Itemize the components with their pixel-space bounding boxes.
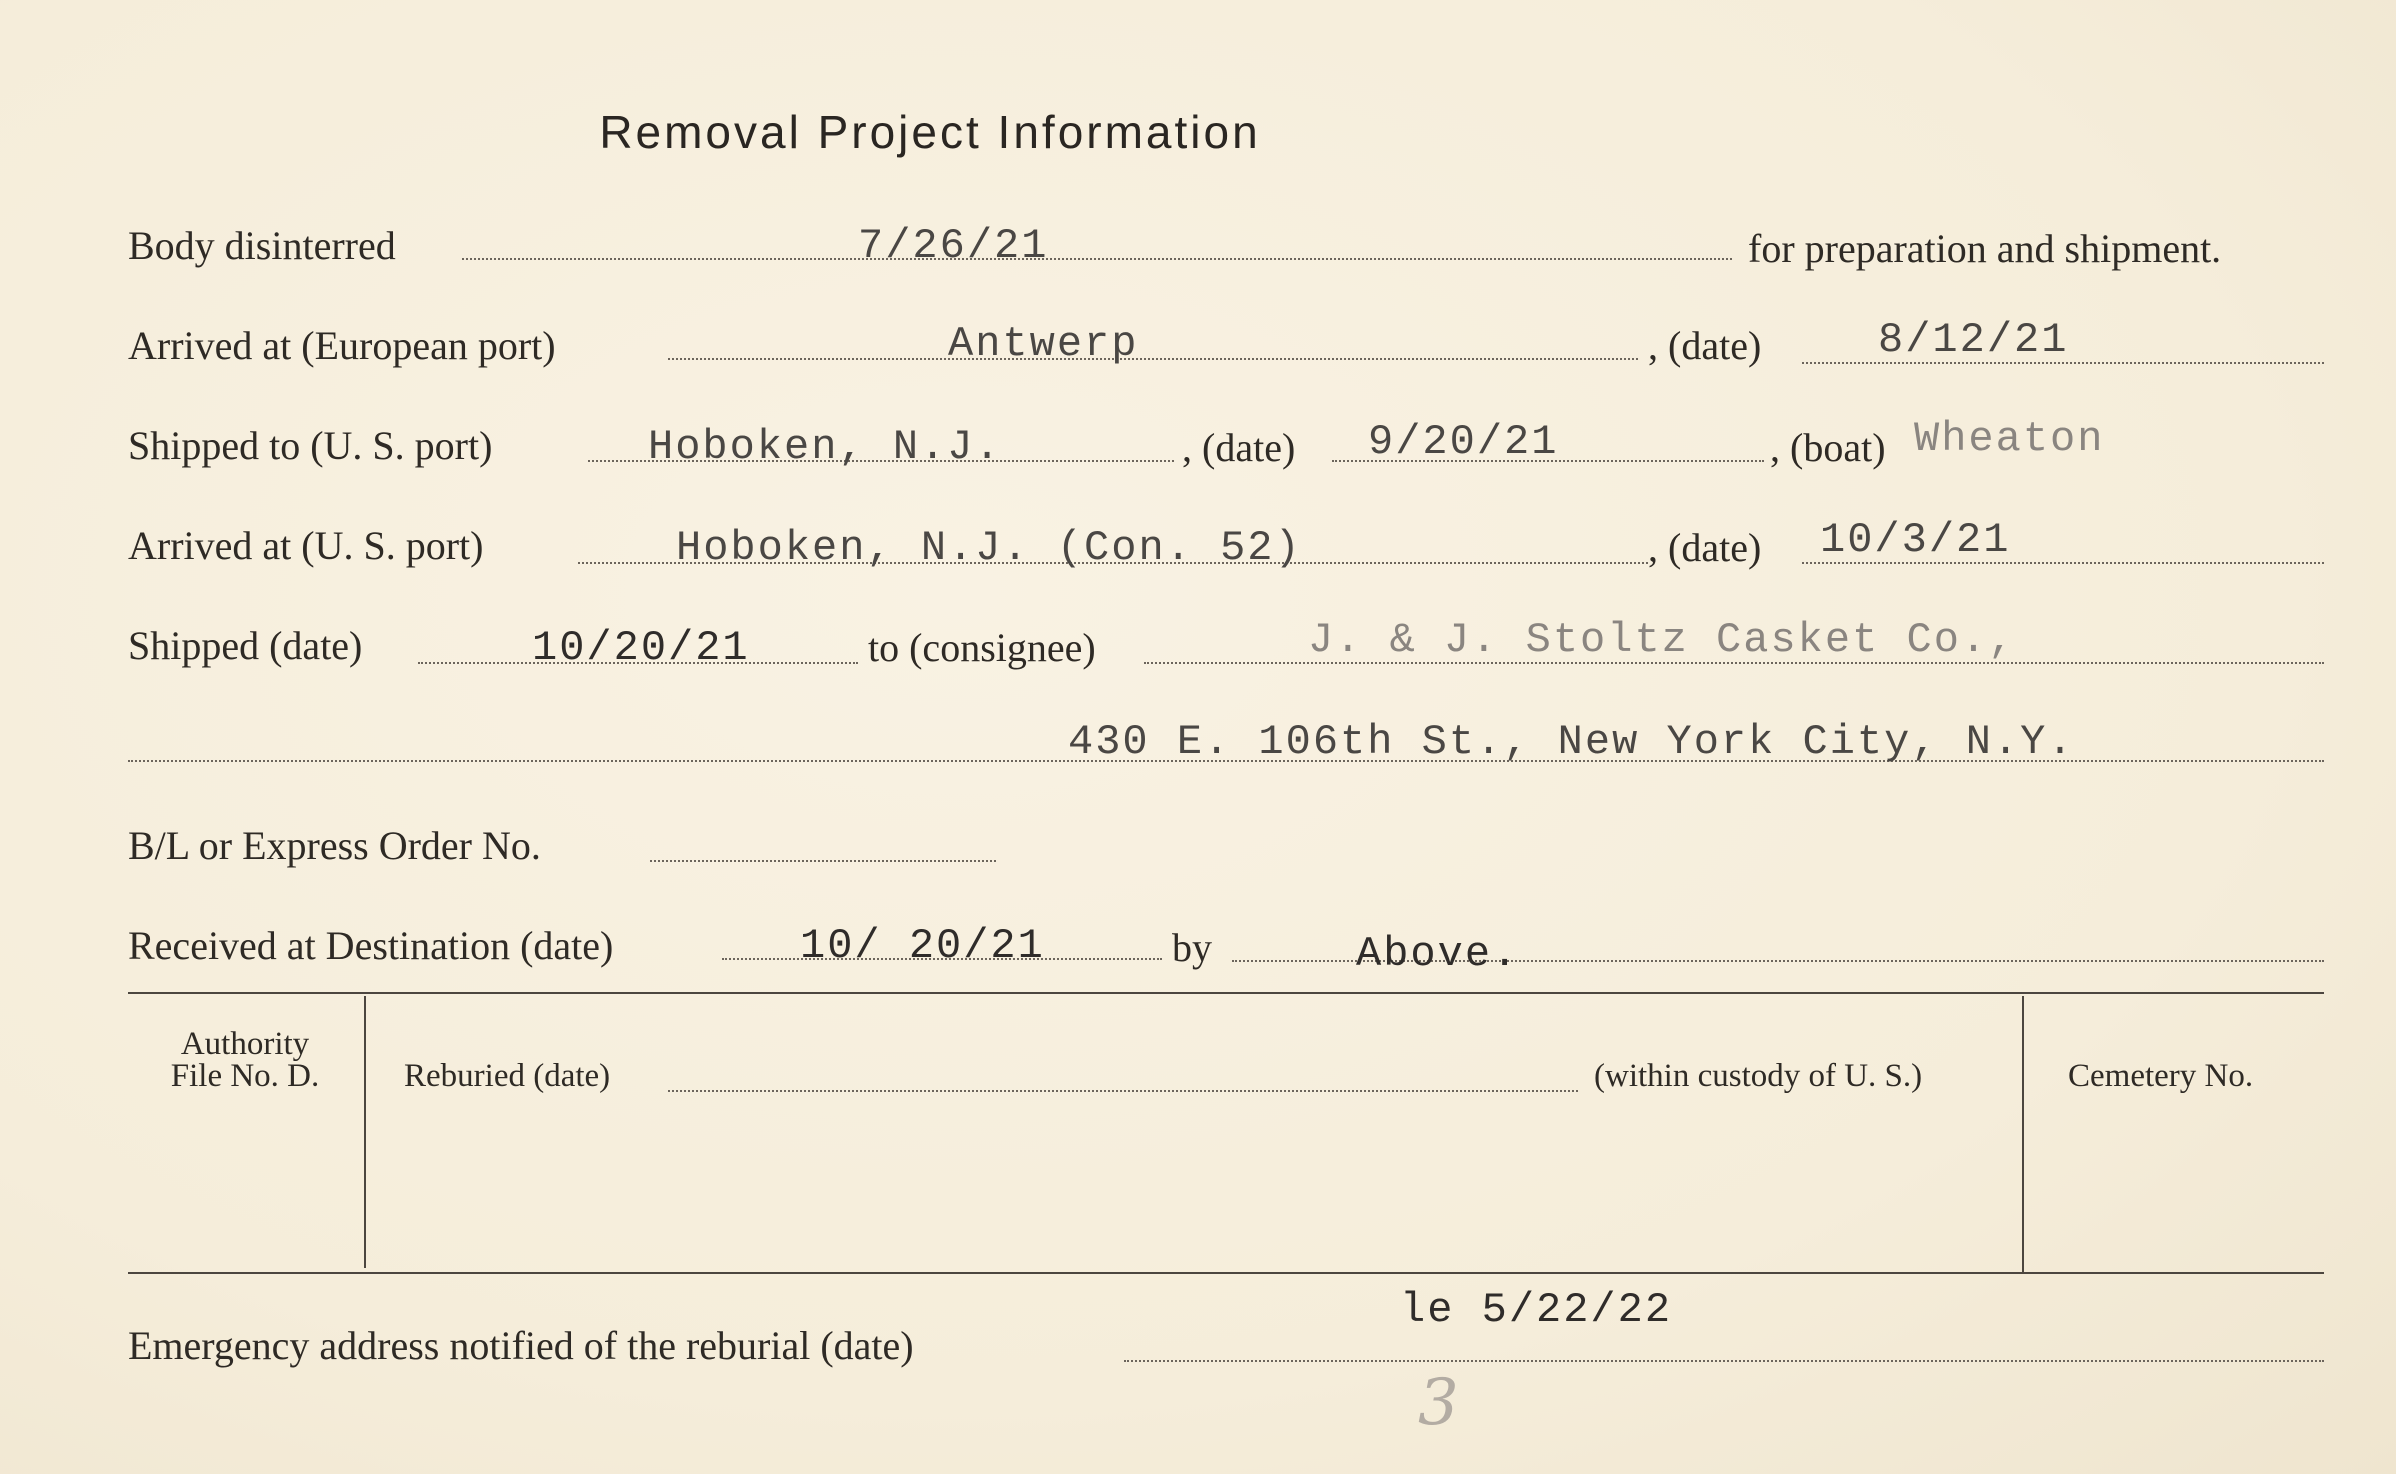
table-divider-right (2022, 996, 2024, 1272)
custody-label: (within custody of U. S.) (1594, 1058, 1923, 1094)
table-bottom-rule (128, 1272, 2324, 1274)
arrived-european-label: Arrived at (European port) (128, 323, 556, 368)
file-no-label: File No. D. (170, 1058, 320, 1094)
body-disinterred-line (462, 258, 1732, 260)
arrived-european-value: Antwerp (948, 320, 1139, 368)
cemetery-no-label: Cemetery No. (2068, 1058, 2254, 1094)
shipped-to-us-boat-value: Wheaton (1914, 415, 2105, 463)
shipped-to-us-value: Hoboken, N.J. (648, 423, 1002, 471)
shipped-date-label: Shipped (date) (128, 623, 363, 668)
body-disinterred-label: Body disinterred (128, 223, 396, 268)
reburied-date-label: Reburied (date) (404, 1058, 611, 1094)
consignee-label: to (consignee) (868, 625, 1096, 670)
body-disinterred-value: 7/26/21 (858, 222, 1049, 270)
arrived-us-value: Hoboken, N.J. (Con. 52) (676, 524, 1302, 572)
arrived-us-label: Arrived at (U. S. port) (128, 523, 484, 568)
arrived-european-date-label: , (date) (1648, 323, 1762, 368)
received-date-value: 10/ 20/21 (800, 922, 1045, 970)
emergency-value: le 5/22/22 (1400, 1286, 1673, 1334)
reburied-date-line (668, 1090, 1578, 1092)
shipped-date-value: 10/20/21 (532, 624, 750, 672)
received-by-value: Above. (1356, 930, 1520, 978)
consignee-address: 430 E. 106th St., New York City, N.Y. (1068, 718, 2075, 766)
arrived-us-date-value: 10/3/21 (1820, 516, 2011, 564)
card-title: Removal Project Information (599, 106, 1261, 158)
authority-label: Authority (180, 1026, 310, 1062)
arrived-european-date-value: 8/12/21 (1878, 316, 2069, 364)
received-by-label: by (1172, 925, 1212, 970)
shipped-to-us-boat-label: , (boat) (1770, 425, 1886, 470)
shipment-suffix: for preparation and shipment. (1748, 226, 2222, 271)
bl-order-line (650, 860, 996, 862)
emergency-line (1124, 1360, 2324, 1362)
table-divider-left (364, 996, 366, 1268)
received-date-label: Received at Destination (date) (128, 923, 614, 968)
table-top-rule (128, 992, 2324, 994)
consignee-value: J. & J. Stoltz Casket Co., (1308, 616, 2016, 664)
shipped-to-us-date-value: 9/20/21 (1368, 418, 1559, 466)
arrived-us-date-label: , (date) (1648, 525, 1762, 570)
bl-order-label: B/L or Express Order No. (128, 823, 541, 868)
arrived-european-line (668, 358, 1638, 360)
pencil-mark: 3 (1418, 1366, 1459, 1440)
emergency-label: Emergency address notified of the reburial (date) (128, 1323, 914, 1368)
shipped-to-us-date-label: , (date) (1182, 425, 1296, 470)
shipped-to-us-label: Shipped to (U. S. port) (128, 423, 493, 468)
